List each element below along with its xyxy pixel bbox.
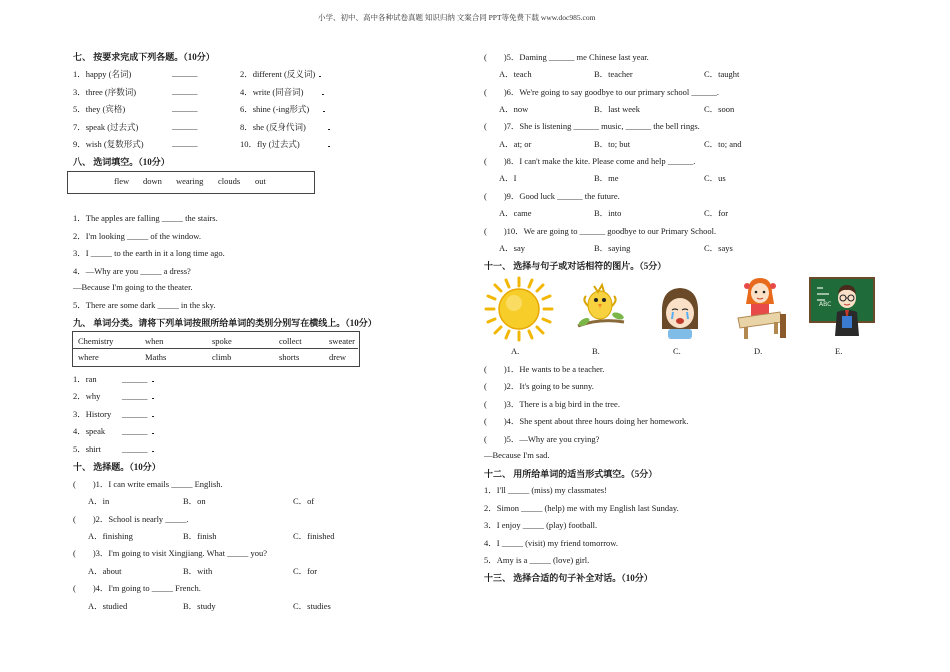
s10-q3: ( )3．I'm going to visit Xingjiang. What _____ you? bbox=[73, 548, 268, 558]
s9-item-5: 5．shirt bbox=[73, 444, 101, 454]
s10-q9-a[interactable]: A．came bbox=[499, 208, 532, 218]
s9-item-2: 2．why bbox=[73, 391, 101, 401]
s11-sentence-1: ( )1．He wants to be a teacher. bbox=[484, 364, 605, 374]
s11-sentence-4: ( )4．She spent about three hours doing her homework. bbox=[484, 416, 689, 426]
s12-sentence-2: 2．Simon _____ (help) me with my English last Sunday. bbox=[484, 503, 679, 513]
s7-q1: 1．happy (名词) bbox=[73, 69, 132, 79]
s9-blank-4[interactable]: ______ bbox=[122, 425, 154, 436]
s9-w6: where bbox=[78, 352, 99, 362]
girl-face-icon bbox=[751, 283, 769, 303]
section10-title: 十、 选择题。（10分） bbox=[73, 462, 161, 472]
s7-q3: 3．three (序数词) bbox=[73, 87, 137, 97]
s10-q8-c[interactable]: C．us bbox=[704, 173, 726, 183]
s10-q4-b[interactable]: B．study bbox=[183, 601, 216, 611]
s10-q8-b[interactable]: B．me bbox=[594, 173, 619, 183]
section13-title: 十三、 选择合适的句子补全对话。（10分） bbox=[484, 573, 653, 583]
s8-sentence-2: 2．I'm looking _____ of the window. bbox=[73, 231, 201, 241]
s7-a7[interactable]: ______ bbox=[172, 121, 198, 131]
s10-q2-b[interactable]: B．finish bbox=[183, 531, 217, 541]
s10-q4: ( )4．I'm going to _____ French. bbox=[73, 583, 201, 593]
s9-w1: Chemistry bbox=[78, 336, 114, 346]
s8-word-2: down bbox=[143, 176, 162, 186]
s7-a9[interactable]: ______ bbox=[172, 138, 198, 148]
s10-q1-b[interactable]: B．on bbox=[183, 496, 206, 506]
s10-q10-c[interactable]: C．says bbox=[704, 243, 733, 253]
s9-item-4: 4．speak bbox=[73, 426, 106, 436]
s11-sentence-3: ( )3．There is a big bird in the tree. bbox=[484, 399, 620, 409]
s7-q8: 8．she (反身代词) bbox=[240, 121, 330, 133]
s10-q3-b[interactable]: B．with bbox=[183, 566, 213, 576]
s11-label-d: D. bbox=[754, 346, 763, 356]
s9-blank-3[interactable]: ______ bbox=[122, 408, 154, 419]
s7-q5: 5．they (宾格) bbox=[73, 104, 126, 114]
s9-table-divider bbox=[72, 348, 358, 349]
s10-q6-b[interactable]: B．last week bbox=[594, 104, 641, 114]
s9-w7: Maths bbox=[145, 352, 167, 362]
s10-q3-c[interactable]: C．for bbox=[293, 566, 318, 576]
s7-q4: 4．write (同音词) bbox=[240, 86, 324, 98]
s7-q7: 7．speak (过去式) bbox=[73, 122, 139, 132]
s11-label-c: C. bbox=[673, 346, 681, 356]
s10-q1: ( )1．I can write emails _____ English. bbox=[73, 479, 223, 489]
s8-sentence-4b: —Because I'm going to the theater. bbox=[73, 282, 193, 292]
s12-sentence-1: 1．I'll _____ (miss) my classmates! bbox=[484, 485, 607, 495]
s7-q6: 6．shine (-ing形式) bbox=[240, 103, 325, 115]
s11-label-b: B. bbox=[592, 346, 600, 356]
s10-q10: ( )10．We are going to ______ goodbye to our Primary School. bbox=[484, 226, 717, 236]
s10-q8: ( )8．I can't make the kite. Please come and help ______. bbox=[484, 156, 696, 166]
teacher-picture[interactable] bbox=[809, 276, 875, 338]
s10-q2-a[interactable]: A．finishing bbox=[88, 531, 133, 541]
s7-a1[interactable]: ______ bbox=[172, 68, 198, 78]
s7-q2: 2．different (反义词) bbox=[240, 68, 321, 80]
s10-q5-a[interactable]: A．teach bbox=[499, 69, 532, 79]
section11-title: 十一、 选择与句子或对话相符的图片。（5分） bbox=[484, 261, 667, 271]
s8-sentence-4: 4．—Why are you _____ a dress? bbox=[73, 266, 191, 276]
s11-label-e: E. bbox=[835, 346, 843, 356]
s7-q10: 10．fly (过去式) bbox=[240, 138, 330, 150]
s10-q2: ( )2．School is nearly _____. bbox=[73, 514, 189, 524]
s10-q9-c[interactable]: C．for bbox=[704, 208, 729, 218]
svg-text:ABC: ABC bbox=[819, 301, 832, 308]
s10-q7-c[interactable]: C．to; and bbox=[704, 139, 742, 149]
s12-sentence-5: 5．Amy is a _____ (love) girl. bbox=[484, 555, 590, 565]
s7-a5[interactable]: ______ bbox=[172, 103, 198, 113]
s11-sentence-5b: —Because I'm sad. bbox=[484, 450, 550, 460]
s11-sentence-5: ( )5．—Why are you crying? bbox=[484, 434, 600, 444]
s10-q6-a[interactable]: A．now bbox=[499, 104, 529, 114]
s12-sentence-3: 3．I enjoy _____ (play) football. bbox=[484, 520, 598, 530]
s10-q7: ( )7．She is listening ______ music, ______ the bell rings. bbox=[484, 121, 700, 131]
s12-sentence-4: 4．I _____ (visit) my friend tomorrow. bbox=[484, 538, 619, 548]
s7-q9: 9．wish (复数形式) bbox=[73, 139, 144, 149]
s10-q9: ( )9．Good luck ______ the future. bbox=[484, 191, 620, 201]
s9-w9: shorts bbox=[279, 352, 300, 362]
s10-q1-a[interactable]: A．in bbox=[88, 496, 110, 506]
s9-w10: drew bbox=[329, 352, 346, 362]
s10-q4-c[interactable]: C．studies bbox=[293, 601, 331, 611]
s10-q5-c[interactable]: C．taught bbox=[704, 69, 740, 79]
s10-q5-b[interactable]: B．teacher bbox=[594, 69, 633, 79]
s8-sentence-5: 5．There are some dark _____ in the sky. bbox=[73, 300, 216, 310]
s8-word-5: out bbox=[255, 176, 266, 186]
section12-title: 十二、 用所给单词的适当形式填空。（5分） bbox=[484, 469, 658, 479]
s9-blank-5[interactable]: ______ bbox=[122, 443, 154, 454]
s9-item-3: 3．History bbox=[73, 409, 112, 419]
s8-word-3: wearing bbox=[176, 176, 204, 186]
page-header: 小学、初中、高中各种试卷真题 知识归纳 文案合同 PPT等免费下载 www.doc985.com bbox=[318, 13, 596, 22]
s10-q7-a[interactable]: A．at; or bbox=[499, 139, 532, 149]
homework-picture[interactable] bbox=[736, 274, 788, 340]
s9-blank-2[interactable]: ______ bbox=[122, 390, 154, 401]
s10-q6: ( )6．We're going to say goodbye to our primary school ______. bbox=[484, 87, 720, 97]
s10-q7-b[interactable]: B．to; but bbox=[594, 139, 631, 149]
s8-word-1: flew bbox=[114, 176, 130, 186]
s10-q2-c[interactable]: C．finished bbox=[293, 531, 335, 541]
s11-sentence-2: ( )2．It's going to be sunny. bbox=[484, 381, 594, 391]
s9-w2: when bbox=[145, 336, 164, 346]
s8-sentence-1: 1．The apples are falling _____ the stairs. bbox=[73, 213, 218, 223]
s8-sentence-3: 3．I _____ to the earth in it a long time ago. bbox=[73, 248, 225, 258]
s9-item-1: 1．ran bbox=[73, 374, 97, 384]
s9-blank-1[interactable]: ______ bbox=[122, 373, 154, 384]
s7-a3[interactable]: ______ bbox=[172, 86, 198, 96]
s8-word-4: clouds bbox=[218, 176, 241, 186]
section7-title: 七、 按要求完成下列各题。（10分） bbox=[73, 52, 215, 62]
section8-title: 八、 选词填空。（10分） bbox=[73, 157, 170, 167]
s10-q8-a[interactable]: A．I bbox=[499, 173, 517, 183]
s10-q6-c[interactable]: C．soon bbox=[704, 104, 735, 114]
s9-w3: spoke bbox=[212, 336, 232, 346]
s10-q5: ( )5．Daming ______ me Chinese last year. bbox=[484, 52, 649, 62]
s10-q9-b[interactable]: B．into bbox=[594, 208, 622, 218]
crying-girl-picture[interactable] bbox=[657, 283, 703, 341]
bird-picture[interactable] bbox=[574, 278, 626, 334]
s10-q10-a[interactable]: A．say bbox=[499, 243, 525, 253]
sun-picture[interactable] bbox=[484, 276, 554, 342]
s10-q3-a[interactable]: A．about bbox=[88, 566, 122, 576]
s9-w8: climb bbox=[212, 352, 232, 362]
s10-q1-c[interactable]: C．of bbox=[293, 496, 315, 506]
s9-w4: collect bbox=[279, 336, 302, 346]
s10-q4-a[interactable]: A．studied bbox=[88, 601, 128, 611]
s11-label-a: A. bbox=[511, 346, 520, 356]
s10-q10-b[interactable]: B．saying bbox=[594, 243, 631, 253]
section9-title: 九、 单词分类。请将下列单词按照所给单词的类别分别写在横线上。（10分） bbox=[73, 318, 377, 328]
s9-w5: sweater bbox=[329, 336, 355, 346]
